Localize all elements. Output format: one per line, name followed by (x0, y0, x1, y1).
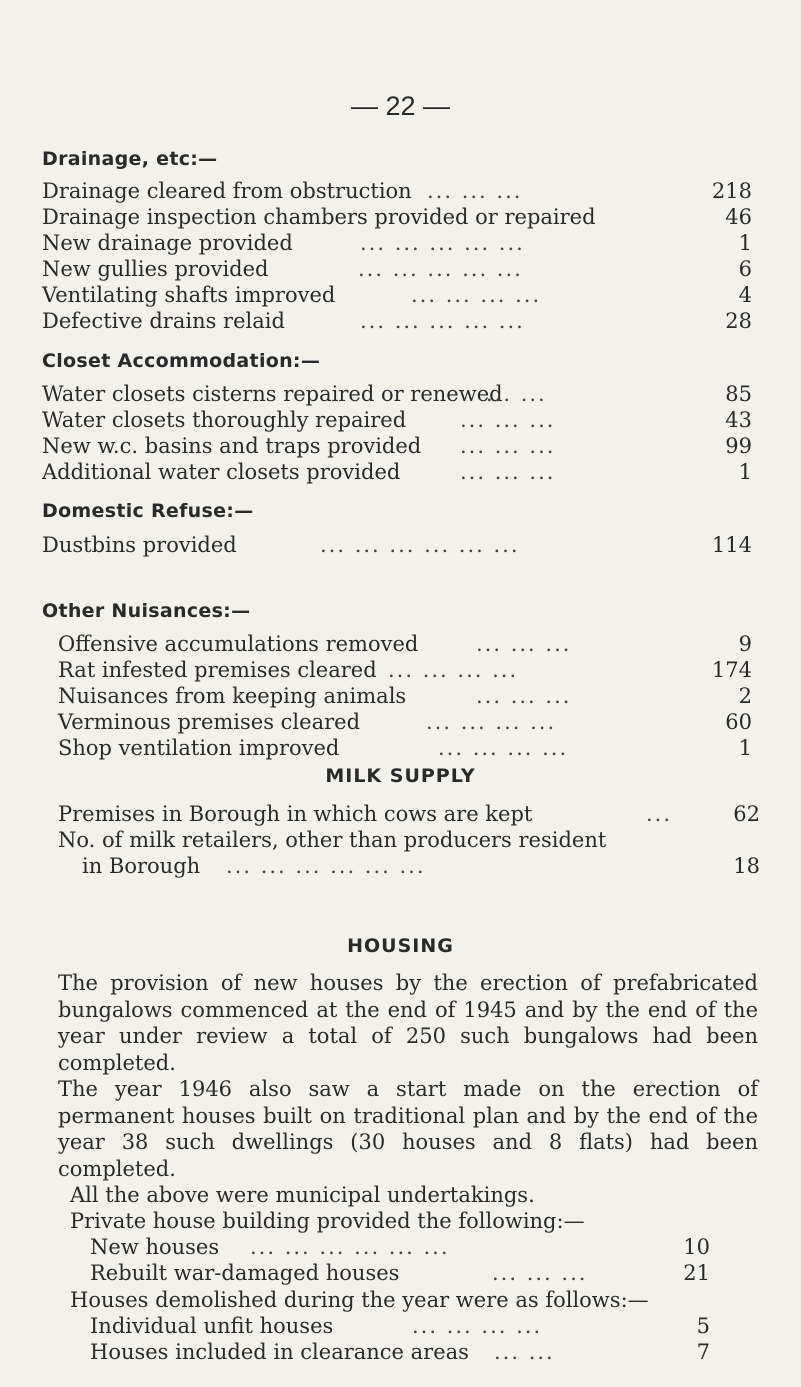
item-value: 28 (725, 309, 752, 333)
milk-row-value: 18 (733, 854, 760, 878)
item-leader-dots: ... ... ... (476, 632, 572, 656)
item-label: New gullies provided (42, 257, 269, 281)
item-value: 21 (683, 1261, 710, 1285)
item-label: Individual unfit houses (90, 1314, 334, 1338)
item-leader-dots: ... ... ... (476, 684, 572, 708)
milk-row-dots: ... ... ... ... ... ... (226, 854, 426, 878)
milk-row-label: No. of milk retailers, other than producers resident (58, 828, 607, 852)
item-label: Houses included in clearance areas (90, 1340, 469, 1364)
housing-para-text: The year 1946 also saw a start made on the erection of permanent houses built on traditional plan and by the end of the year 38 such dwellings (30 houses and 8 flats) had been completed. (58, 1077, 758, 1181)
item-value: 1 (738, 231, 752, 255)
item-leader-dots: ... ... ... ... (438, 736, 569, 760)
item-label: Water closets cisterns repaired or renewed (42, 382, 503, 406)
item-value: 10 (683, 1235, 710, 1259)
item-label: Verminous premises cleared (58, 710, 361, 734)
item-value: 4 (738, 283, 752, 307)
item-leader-dots: ... ... ... (492, 1261, 588, 1285)
item-value: 114 (711, 533, 752, 557)
item-leader-dots: ... ... ... (460, 408, 556, 432)
housing-heading: HOUSING (347, 935, 454, 957)
item-leader-dots: ... ... ... ... (411, 283, 542, 307)
housing-para-text: All the above were municipal undertakings. (70, 1183, 535, 1207)
item-label: Drainage inspection chambers provided or repaired (42, 205, 596, 229)
item-leader-dots: ... ... ... ... (426, 710, 557, 734)
item-value: 1 (738, 460, 752, 484)
item-value: 218 (711, 179, 752, 203)
item-leader-dots: ... ... (486, 382, 547, 406)
item-leader-dots: ... ... ... (427, 179, 523, 203)
nuisances-heading: Other Nuisances:— (42, 600, 251, 622)
housing-para-text: Private house building provided the following:— (70, 1209, 585, 1233)
item-label: Ventilating shafts improved (42, 283, 336, 307)
item-leader-dots: ... ... ... ... (412, 1314, 543, 1338)
item-value: 1 (738, 736, 752, 760)
item-label: New drainage provided (42, 231, 293, 255)
item-label: Water closets thoroughly repaired (42, 408, 407, 432)
housing-para-text: The provision of new houses by the erection of prefabricated bungalows commenced at the end of 1945 and by the end of the year under review a total of 250 such bungalows had been completed. (58, 971, 758, 1075)
item-label: Additional water closets provided (42, 460, 401, 484)
item-label: Defective drains relaid (42, 309, 285, 333)
milk-row-dots: ... (646, 802, 673, 826)
closet-heading: Closet Accommodation:— (42, 350, 321, 372)
item-value: 43 (725, 408, 752, 432)
item-label: Rat infested premises cleared (58, 658, 377, 682)
refuse-heading: Domestic Refuse:— (42, 500, 254, 522)
item-label: Nuisances from keeping animals (58, 684, 407, 708)
milk-heading: MILK SUPPLY (325, 765, 476, 787)
item-value: 46 (725, 205, 752, 229)
item-value: 9 (738, 632, 752, 656)
item-leader-dots: ... ... ... ... (388, 658, 519, 682)
milk-row-label: in Borough (82, 854, 201, 878)
item-label: Offensive accumulations removed (58, 632, 419, 656)
item-leader-dots: ... ... ... (460, 434, 556, 458)
item-value: 174 (711, 658, 752, 682)
item-leader-dots: ... ... ... (460, 460, 556, 484)
item-value: 5 (696, 1314, 710, 1338)
milk-row-label: Premises in Borough in which cows are kept (58, 802, 533, 826)
item-value: 6 (738, 257, 752, 281)
item-value: 85 (725, 382, 752, 406)
item-leader-dots: ... ... ... ... ... ... (250, 1235, 450, 1259)
housing-para-1 (58, 970, 758, 1076)
item-value: 99 (725, 434, 752, 458)
item-label: New w.c. basins and traps provided (42, 434, 422, 458)
item-label: Shop ventilation improved (58, 736, 340, 760)
item-label: New houses (90, 1235, 220, 1259)
item-leader-dots: ... ... ... ... ... ... (320, 533, 520, 557)
item-label: Dustbins provided (42, 533, 237, 557)
item-label: Drainage cleared from obstruction (42, 179, 412, 203)
item-label: Rebuilt war-damaged houses (90, 1261, 400, 1285)
page-number: — 22 — (350, 91, 451, 121)
housing-para-2 (58, 1076, 758, 1182)
item-value: 7 (696, 1340, 710, 1364)
item-leader-dots: ... ... ... ... ... (360, 309, 525, 333)
item-value: 60 (725, 710, 752, 734)
item-leader-dots: ... ... ... ... ... (360, 231, 525, 255)
drainage-heading: Drainage, etc:— (42, 148, 218, 170)
item-value: 2 (738, 684, 752, 708)
milk-row-value: 62 (733, 802, 760, 826)
item-leader-dots: ... ... (494, 1340, 555, 1364)
item-leader-dots: ... ... ... ... ... (358, 257, 523, 281)
housing-para-text: Houses demolished during the year were as follows:— (70, 1288, 649, 1312)
